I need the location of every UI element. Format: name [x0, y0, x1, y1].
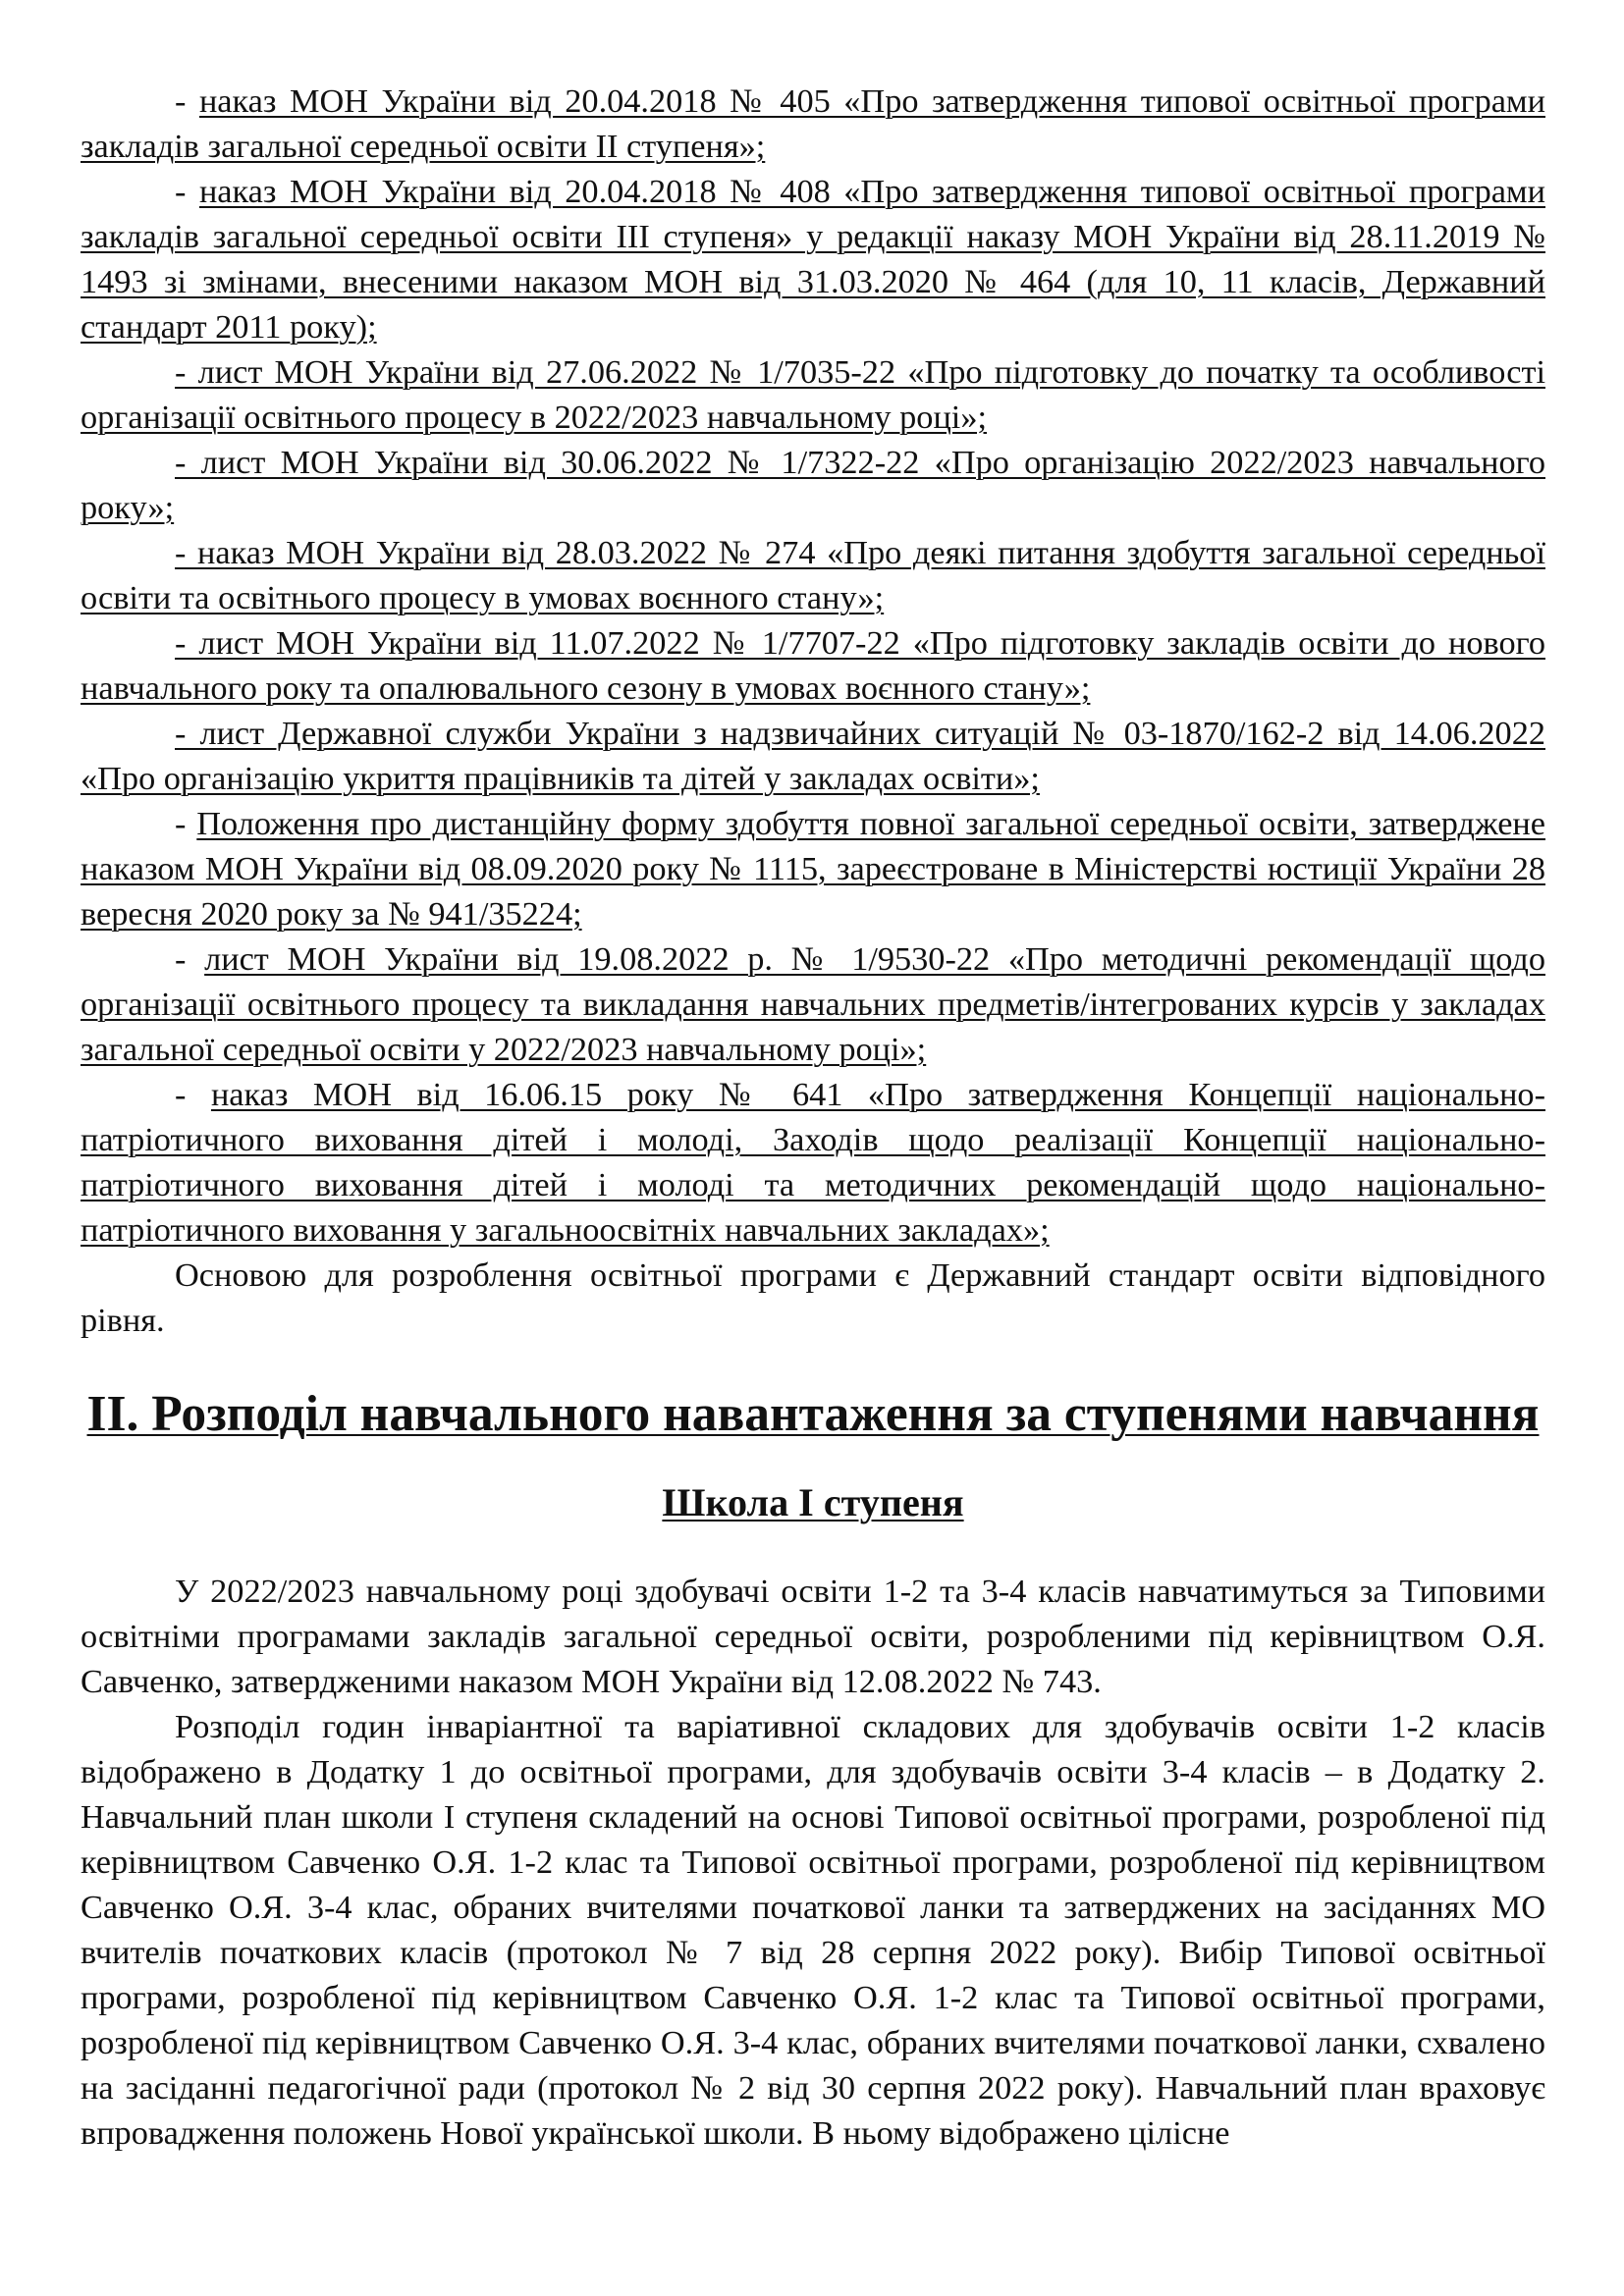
list-item [81, 440, 1545, 530]
list-item: - наказ МОН України від 20.04.2018 № 405 «Про затвердження типової освітньої програми закладів загальної середньої освіти ІІ ступеня»; [81, 82, 1545, 165]
list-item-text: - лист Державної служби України з надзвичайних ситуацій № 03-1870/162-2 від 14.06.2022 «Про організацію укриття працівників та дітей у закладах освіти»; [81, 715, 1545, 797]
list-item: - наказ МОН від 16.06.15 року № 641 «Про затвердження Концепції національно-патріотичного виховання дітей і молоді, Заходів щодо реалізації Концепції національно-патріотичного виховання дітей і молоді та методичних рекомендацій щодо національно-патріотичного виховання у загальноосвітніх навчальних закладах»; [81, 1076, 1546, 1249]
list-item [81, 530, 1545, 620]
list-item: - Положення про дистанційну форму здобуття повної загальної середньої освіти, затверджене наказом МОН України від 08.09.2020 року № 1115, зареєстроване в Міністерстві юстиції України 28 вересня 2020 року за № 941/35224; [81, 805, 1546, 933]
list-item-text: - лист МОН України від 11.07.2022 № 1/7707-22 «Про підготовку закладів освіти до нового навчального року та опалювального сезону в умовах воєнного стану»; [81, 624, 1545, 707]
list-item [81, 349, 1545, 440]
body-paragraph: Розподіл годин інваріантної та варіативної складових для здобувачів освіти 1-2 класів відображено в Додатку 1 до освітньої програми, для здобувачів освіти 3-4 класів – в Додатку 2. Навчальний план школи І ступеня складений на основі Типової освітньої програми, розробленої під керівництвом Савченко О.Я. 1-2 клас та Типової освітньої програми, розробленої під керівництвом Савченко О.Я. 3-4 клас, обраних вчителями початкової ланки та затверджених на засіданнях МО вчителів початкових класів (протокол № 7 від 28 серпня 2022 року). Вибір Типової освітньої програми, розробленої під керівництвом Савченко О.Я. 1-2 клас та Типової освітньої програми, розробленої під керівництвом Савченко О.Я. 3-4 клас, обраних вчителями початкової ланки, схвалено на засіданні педагогічної ради (протокол № 2 від 30 серпня 2022 року). Навчальний план враховує впровадження положень Нової української школи. В ньому відображено цілісне [81, 1708, 1545, 2152]
list-item-text: наказ МОН України від 20.04.2018 № 408 «Про затвердження типової освітньої програми закладів загальної середньої освіти ІІІ ступеня» у редакції наказу МОН України від 28.11.2019 № 1493 зі змінами, внесеними наказом МОН від 31.03.2020 № 464 (для 10, 11 класів, Державний стандарт 2011 року); [81, 173, 1545, 346]
list-item [81, 711, 1545, 801]
list-item-text: - лист МОН України від 27.06.2022 № 1/7035-22 «Про підготовку до початку та особливості організації освітнього процесу в 2022/2023 навчальному році»; [81, 353, 1545, 436]
list-item-text: лист МОН України від 19.08.2022 р. № 1/9530-22 «Про методичні рекомендації щодо організації освітнього процесу та викладання навчальних предметів/інтегрованих курсів у закладах загальної середньої освіти у 2022/2023 навчальному році»; [81, 940, 1545, 1068]
section-heading: ІІ. Розподіл навчального навантаження за ступенями навчання [86, 1386, 1540, 1442]
subsection-heading: Школа І ступеня [662, 1480, 964, 1524]
list-item: - лист МОН України від 19.08.2022 р. № 1/9530-22 «Про методичні рекомендації щодо організації освітнього процесу та викладання навчальних предметів/інтегрованих курсів у закладах загальної середньої освіти у 2022/2023 навчальному році»; [81, 940, 1545, 1068]
list-item-text: Положення про дистанційну форму здобуття повної загальної середньої освіти, затверджене наказом МОН України від 08.09.2020 року № 1115, зареєстроване в Міністерстві юстиції України 28 вересня 2020 року за № 941/35224; [81, 805, 1546, 933]
list-item-text: наказ МОН від 16.06.15 року № 641 «Про затвердження Концепції національно-патріотичного виховання дітей і молоді, Заходів щодо реалізації Концепції національно-патріотичного виховання дітей і молоді та методичних рекомендацій щодо національно-патріотичного виховання у загальноосвітніх навчальних закладах»; [81, 1076, 1546, 1249]
list-item-text: - лист МОН України від 30.06.2022 № 1/7322-22 «Про організацію 2022/2023 навчального року»; [81, 444, 1545, 526]
body-paragraph: У 2022/2023 навчальному році здобувачі освіти 1-2 та 3-4 класів навчатимуться за Типовими освітніми програмами закладів загальної середньої освіти, розробленими під керівництвом О.Я. Савченко, затвердженими наказом МОН України від 12.08.2022 № 743. [81, 1573, 1545, 1700]
list-item [81, 620, 1545, 711]
basis-paragraph: Основою для розроблення освітньої програми є Державний стандарт освіти відповідного рівня. [81, 1256, 1545, 1339]
list-item: - наказ МОН України від 20.04.2018 № 408 «Про затвердження типової освітньої програми закладів загальної середньої освіти ІІІ ступеня» у редакції наказу МОН України від 28.11.2019 № 1493 зі змінами, внесеними наказом МОН від 31.03.2020 № 464 (для 10, 11 класів, Державний стандарт 2011 року); [81, 173, 1545, 346]
list-item-text: наказ МОН України від 20.04.2018 № 405 «Про затвердження типової освітньої програми закладів загальної середньої освіти ІІ ступеня»; [81, 82, 1545, 165]
list-item-text: - наказ МОН України від 28.03.2022 № 274 «Про деякі питання здобуття загальної середньої освіти та освітнього процесу в умовах воєнного стану»; [81, 534, 1545, 616]
